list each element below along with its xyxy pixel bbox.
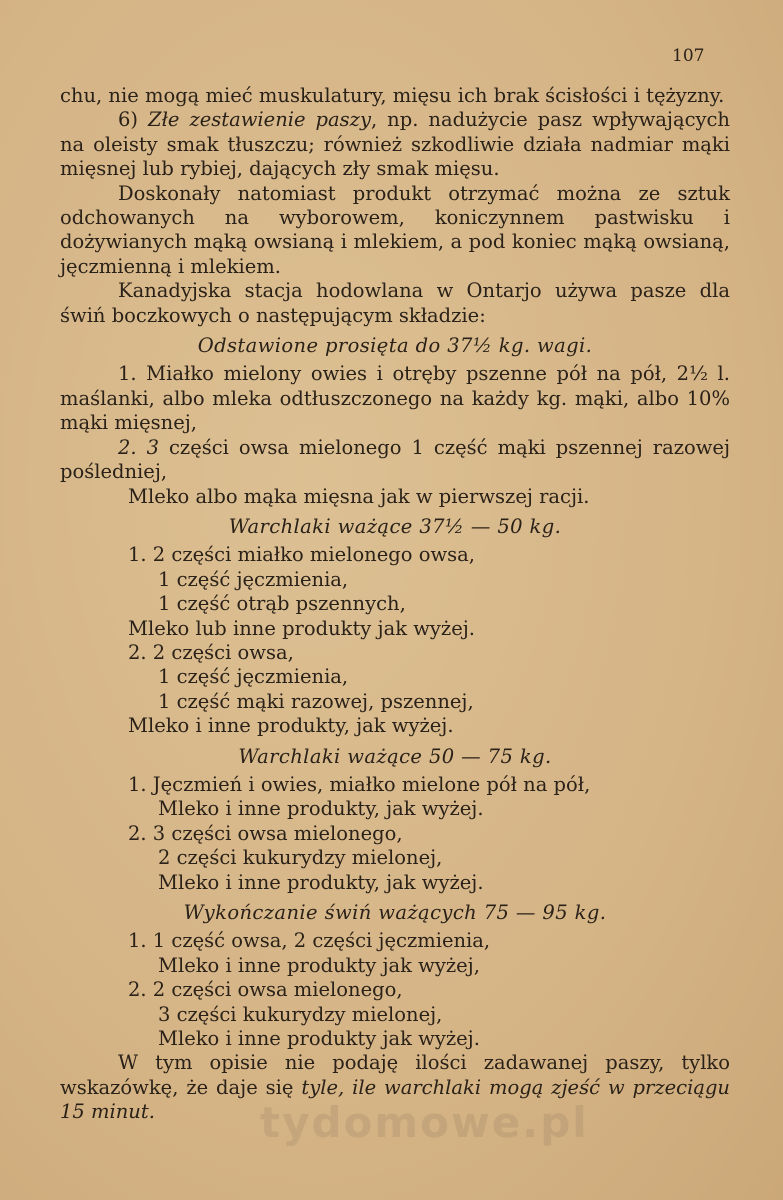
- list-line: 1 część mąki razowej, pszennej,: [158, 689, 474, 713]
- list-line: 2 części kukurydzy mielonej,: [158, 846, 443, 870]
- list-line: 1. 1 część owsa, 2 części jęczmienia,: [128, 929, 491, 953]
- list-line: Mleko i inne produkty jak wyżej.: [158, 1027, 480, 1051]
- list-line: Mleko i inne produkty, jak wyżej.: [158, 870, 484, 894]
- point-text: , np. nadużycie pasz wpływających na oleisty smak tłuszczu; również szkodliwie działa nadmiar mąki mięsnej lub rybiej, dających zły smak mięsu.: [60, 108, 730, 181]
- ration-2-text: części owsa mielonego 1 część mąki pszennej razowej pośledniej,: [60, 435, 730, 484]
- list-line: 1 część otrąb pszennych,: [158, 592, 406, 616]
- point-number: 6): [118, 108, 149, 132]
- section-title-weaners-50-75: Warchlaki ważące 50 — 75 kg.: [238, 744, 552, 768]
- paragraph-ontario-station: Kanadyjska stacja hodowlana w Ontarjo używa pasze dla świń boczkowych o następującym składzie:: [60, 279, 730, 327]
- ration-2: [60, 436, 730, 485]
- ration-2-number: 2. 3: [118, 435, 160, 459]
- list-line: Mleko i inne produkty, jak wyżej.: [158, 797, 484, 821]
- list-line: 1. Jęczmień i owies, miałko mielone pół na pół,: [128, 772, 591, 796]
- paragraph-continuation: chu, nie mogą mieć muskulatury, mięsu ich brak ścisłości i tężyzny.: [60, 84, 725, 107]
- page-text: [60, 84, 730, 1125]
- list-line: 2. 3 części owsa mielonego,: [128, 821, 403, 845]
- paragraph-good-product: Doskonały natomiast produkt otrzymać można ze sztuk odchowanych na wyborowem, koniczynnem pastwisku i dożywianych mąką owsianą i mlekiem, a pod koniec mąką owsianą, jęczmienną i mlekiem.: [60, 181, 730, 278]
- list-line: 1 część jęczmienia,: [158, 567, 349, 591]
- list-line: 2. 2 części owsa mielonego,: [128, 978, 403, 1002]
- watermark: tydomowe.pl: [260, 1098, 589, 1147]
- section-title-weaners-37-50: Warchlaki ważące 37½ — 50 kg.: [228, 514, 562, 538]
- list-line: Mleko lub inne produkty jak wyżej.: [128, 616, 475, 640]
- section-title-piglets: Odstawione prosięta do 37½ kg. wagi.: [197, 334, 593, 358]
- list-line: 3 części kukurydzy mielonej,: [158, 1002, 443, 1026]
- list-line: 2. 2 części owsa,: [128, 640, 294, 664]
- ration-3: Mleko albo mąka mięsna jak w pierwszej racji.: [128, 484, 590, 508]
- list-line: Mleko i inne produkty jak wyżej,: [158, 953, 480, 977]
- list-line: 1. 2 części miałko mielonego owsa,: [128, 543, 475, 567]
- closing-text: W tym opisie nie podaję ilości zadawanej paszy, tylko wskazówkę, że daje się: [60, 1051, 730, 1099]
- ration-1: 1. Miałko mielony owies i otręby pszenne pół na pół, 2½ l. maślanki, albo mleka odtłuszczonego na każdy kg. mąki, albo 10% mąki mięsnej,: [60, 362, 730, 435]
- page-number: 107: [672, 46, 705, 66]
- paragraph-point-6: [60, 108, 730, 181]
- point-title: Złe zestawienie paszy: [148, 108, 371, 132]
- list-line: 1 część jęczmienia,: [158, 665, 349, 689]
- closing-italic: tyle, ile warchlaki mogą zjeść w przeciągu 15 minut.: [60, 1075, 730, 1124]
- section-title-finishing-75-95: Wykończanie świń ważących 75 — 95 kg.: [183, 901, 607, 924]
- list-line: Mleko i inne produkty, jak wyżej.: [128, 714, 454, 738]
